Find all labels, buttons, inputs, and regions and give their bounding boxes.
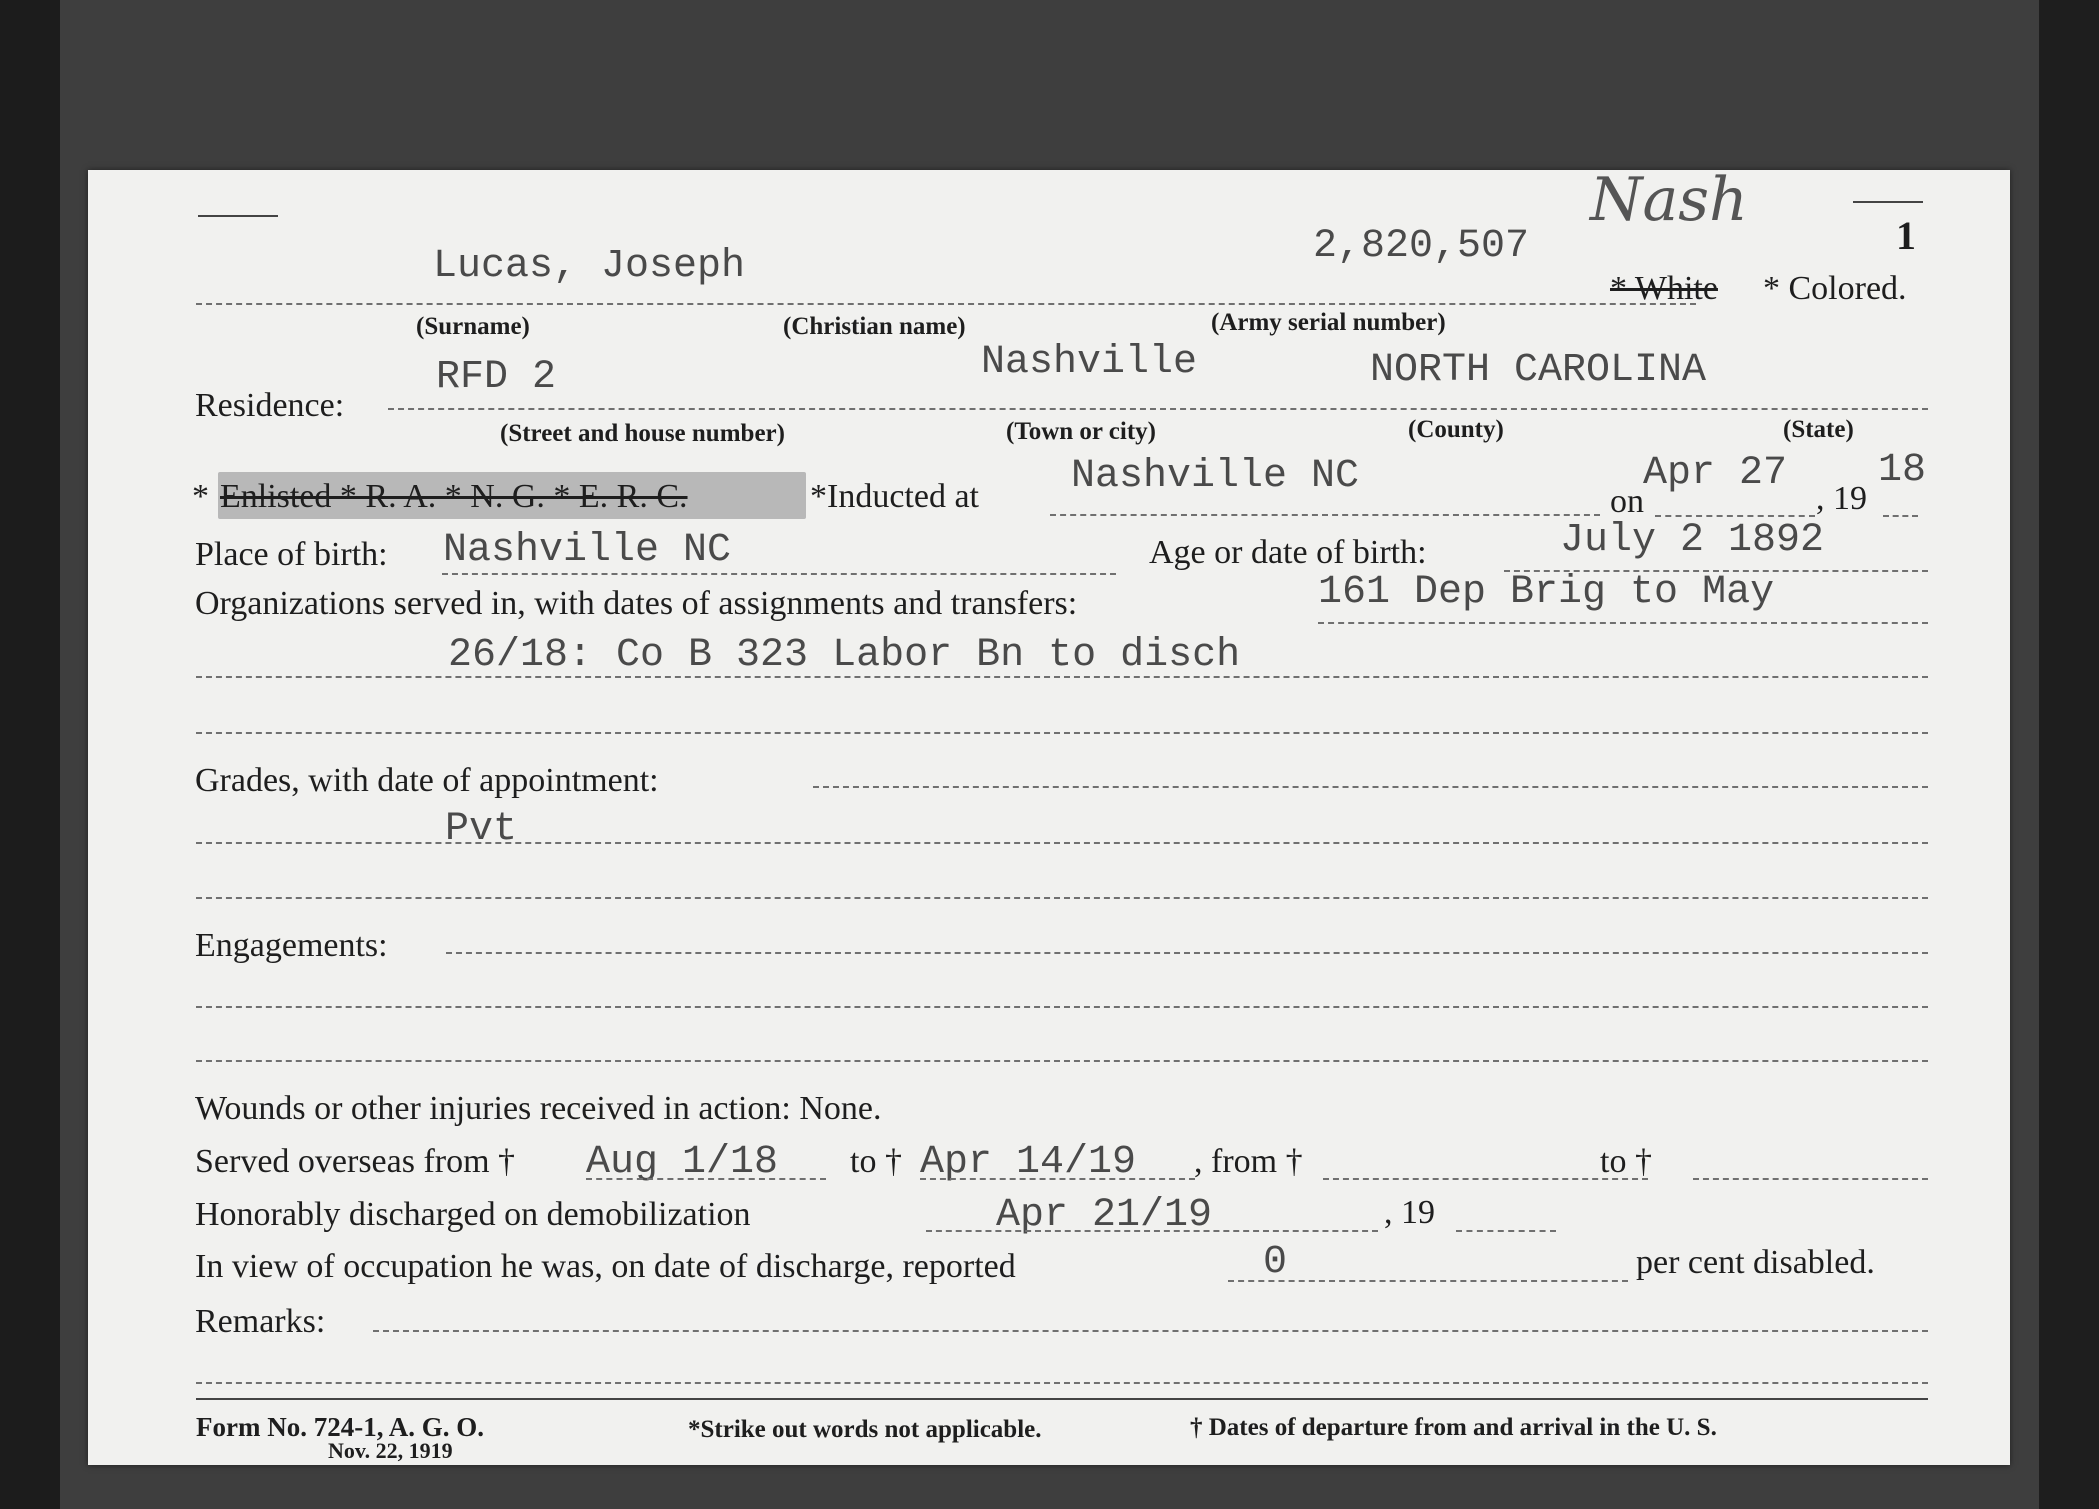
engagements-rule-1 (446, 952, 1928, 954)
handwritten-county-note: Nash (1590, 165, 1748, 235)
engagements-rule-2 (196, 1006, 1928, 1008)
discharge-year-line (1456, 1230, 1556, 1232)
form-date: Nov. 22, 1919 (328, 1438, 453, 1463)
top-right-rule (1853, 201, 1923, 203)
inducted-place-line (1050, 514, 1600, 516)
scan-right-edge (2039, 0, 2099, 1509)
serial-caption: (Army serial number) (1211, 309, 1446, 336)
organizations-rule-2 (196, 676, 1928, 678)
inducted-year-prefix: , 19 (1816, 480, 1867, 517)
overseas-to-line-2 (1693, 1178, 1928, 1180)
grade-value: Pvt (445, 807, 518, 852)
organizations-line-1: 161 Dep Brig to May (1318, 570, 1775, 615)
disabled-label: In view of occupation he was, on date of discharge, reported (195, 1248, 1016, 1285)
residence-label: Residence: (195, 387, 345, 424)
remarks-label: Remarks: (195, 1303, 326, 1340)
inducted-place: Nashville NC (1071, 454, 1360, 499)
inducted-year: 18 (1878, 448, 1927, 493)
overseas-to-label-2: to † (1600, 1143, 1652, 1180)
state-caption: (State) (1783, 416, 1854, 443)
organizations-label: Organizations served in, with dates of assignments and transfers: (195, 585, 1078, 622)
residence-line (388, 408, 1928, 410)
wounds-label: Wounds or other injuries received in action: None. (195, 1090, 882, 1127)
remarks-rule-2 (196, 1382, 1928, 1384)
scan-left-edge (0, 0, 60, 1509)
engagements-label: Engagements: (195, 927, 388, 964)
discharge-label: Honorably discharged on demobilization (195, 1196, 751, 1233)
remarks-rule-1 (373, 1330, 1928, 1332)
top-left-rule (198, 215, 278, 217)
discharge-year-label: , 19 (1384, 1194, 1435, 1231)
footnote-strike: *Strike out words not applicable. (688, 1416, 1042, 1443)
grades-rule-3 (196, 897, 1928, 899)
age-label: Age or date of birth: (1149, 534, 1427, 571)
overseas-to-date: Apr 14/19 (920, 1140, 1137, 1185)
discharge-date: Apr 21/19 (996, 1193, 1213, 1238)
discharge-date-line (926, 1230, 1378, 1232)
service-record-card (88, 165, 2010, 1465)
town-caption: (Town or city) (1006, 418, 1156, 445)
on-label: on (1610, 483, 1644, 520)
engagements-rule-3 (196, 1060, 1928, 1062)
surname-caption: (Surname) (416, 313, 530, 340)
card-number: 1 (1896, 213, 1916, 258)
inducted-date-line (1655, 515, 1815, 517)
birthplace-line (442, 573, 1116, 575)
overseas-from-line (586, 1178, 826, 1180)
enlisted-asterisk: * (192, 478, 209, 515)
inducted-label: *Inducted at (810, 478, 979, 515)
disabled-percent: 0 (1263, 1240, 1288, 1285)
county-caption: (County) (1408, 416, 1504, 443)
form-number: Form No. 724-1, A. G. O. (196, 1412, 484, 1442)
overseas-label: Served overseas from † (195, 1143, 516, 1180)
inducted-year-line (1883, 515, 1918, 517)
birthplace-label: Place of birth: (195, 536, 388, 573)
disabled-suffix: per cent disabled. (1636, 1244, 1875, 1281)
organizations-rule-1 (1318, 622, 1928, 624)
disabled-line (1228, 1280, 1628, 1282)
footnote-dates: † Dates of departure from and arrival in the U. S. (1190, 1414, 1717, 1441)
grades-rule-1 (813, 786, 1928, 788)
overseas-to-line (920, 1178, 1195, 1180)
residence-street: RFD 2 (436, 355, 557, 400)
grades-rule-2 (196, 842, 1928, 844)
name-line (196, 303, 1696, 305)
birthplace: Nashville NC (443, 528, 732, 573)
residence-town: Nashville (981, 340, 1198, 385)
overseas-to-label: to † (850, 1143, 902, 1180)
race-colored-label: * Colored. (1763, 270, 1907, 307)
organizations-line-2: 26/18: Co B 323 Labor Bn to disch (448, 633, 1241, 678)
grades-label: Grades, with date of appointment: (195, 762, 659, 799)
residence-state: NORTH CAROLINA (1370, 348, 1707, 393)
street-caption: (Street and house number) (500, 420, 785, 447)
footer-rule (196, 1398, 1928, 1400)
soldier-name: Lucas, Joseph (433, 244, 746, 289)
enlisted-options: Enlisted * R. A. * N. G. * E. R. C. (220, 478, 688, 515)
overseas-from-date: Aug 1/18 (586, 1140, 779, 1185)
race-white-label: * White (1610, 270, 1718, 307)
army-serial-number: 2,820,507 (1313, 224, 1530, 269)
christian-name-caption: (Christian name) (783, 313, 966, 340)
inducted-date: Apr 27 (1643, 451, 1788, 496)
organizations-rule-3 (196, 732, 1928, 734)
birth-date: July 2 1892 (1560, 518, 1825, 563)
overseas-from-label-2: , from † (1194, 1143, 1303, 1180)
